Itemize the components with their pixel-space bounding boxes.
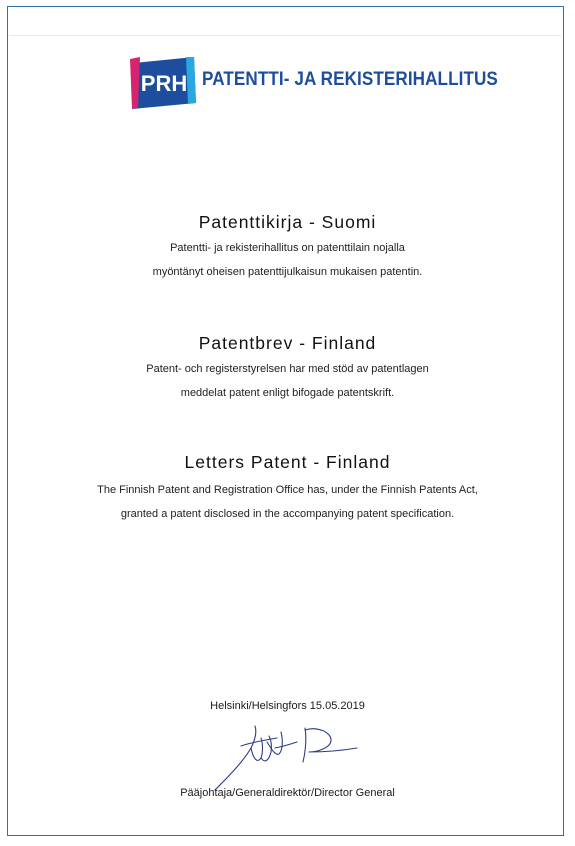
section-title-finnish: Patenttikirja - Suomi: [198, 212, 377, 232]
section-line: granted a patent disclosed in the accompanying patent specification.: [120, 508, 455, 520]
section-finnish: [0, 212, 575, 278]
section-line: The Finnish Patent and Registration Office has, under the Finnish Patents Act,: [97, 484, 478, 496]
header-rule: [9, 35, 562, 36]
prh-logo: [130, 57, 498, 109]
section-line: Patent- och registerstyrelsen har med stöd av patentlagen: [146, 363, 429, 375]
section-line: Patentti- ja rekisterihallitus on patenttilain nojalla: [170, 242, 405, 254]
section-title-swedish: Patentbrev - Finland: [198, 333, 377, 353]
place-date: Helsinki/Helsingfors 15.05.2019: [210, 700, 365, 712]
section-english: [0, 452, 575, 520]
section-title-english: Letters Patent - Finland: [184, 452, 391, 472]
organization-name: PATENTTI- JA REKISTERIHALLITUS: [202, 69, 498, 90]
prh-logo-mark: [130, 57, 196, 109]
section-swedish: [0, 333, 575, 399]
signature-image: [205, 718, 375, 793]
signer-title: Pääjohtaja/Generaldirektör/Director General: [180, 787, 395, 799]
section-line: meddelat patent enligt bifogade patentskrift.: [180, 387, 395, 399]
logo-abbr: PRH: [140, 71, 188, 96]
section-line: myöntänyt oheisen patenttijulkaisun mukaisen patentin.: [152, 266, 423, 278]
